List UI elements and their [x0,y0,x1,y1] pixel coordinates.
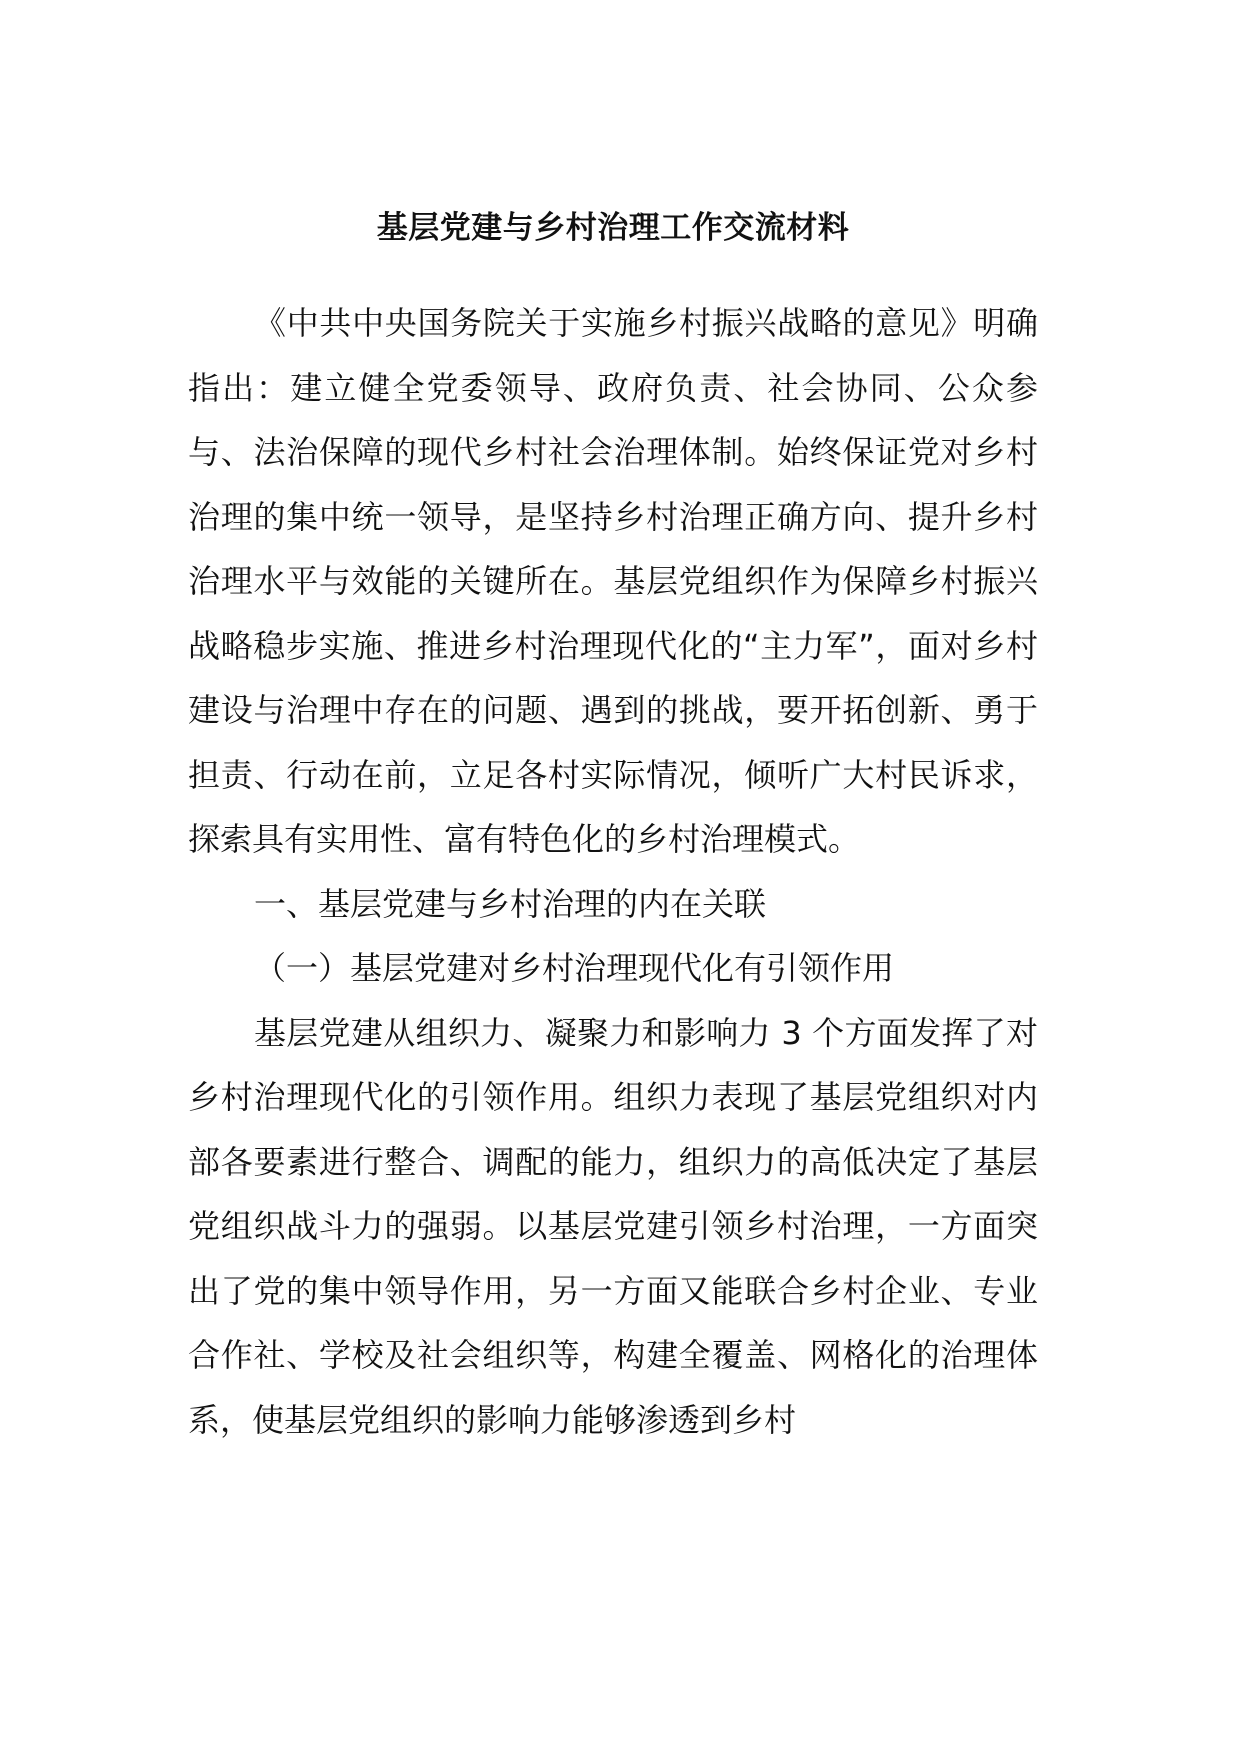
document-title: 基层党建与乡村治理工作交流材料 [376,210,850,246]
document-body [188,205,1038,1452]
intro-paragraph: 《中共中央国务院关于实施乡村振兴战略的意见》明确指出：建立健全党委领导、政府负责、社会协同、公众参与、法治保障的现代乡村社会治理体制。始终保证党对乡村治理的集中统一领导，是坚持乡村治理正确方向、提升乡村治理水平与效能的关键所在。基层党组织作为保障乡村振兴战略稳步实施、推进乡村治理现代化的“主力军”，面对乡村建设与治理中存在的问题、遇到的挑战，要开拓创新、勇于担责、行动在前，立足各村实际情况，倾听广大村民诉求，探索具有实用性、富有特色化的乡村治理模式。 [188,304,1038,858]
body-paragraph: 基层党建从组织力、凝聚力和影响力 3 个方面发挥了对乡村治理现代化的引领作用。组织力表现了基层党组织对内部各要素进行整合、调配的能力，组织力的高低决定了基层党组织战斗力的强弱。以基层党建引领乡村治理，一方面突出了党的集中领导作用，另一方面又能联合乡村企业、专业合作社、学校及社会组织等，构建全覆盖、网格化的治理体系，使基层党组织的影响力能够渗透到乡村 [188,1013,1038,1439]
subsection-heading: （一）基层党建对乡村治理现代化有引领作用 [254,949,895,987]
section-heading: 一、基层党建与乡村治理的内在关联 [254,884,767,923]
